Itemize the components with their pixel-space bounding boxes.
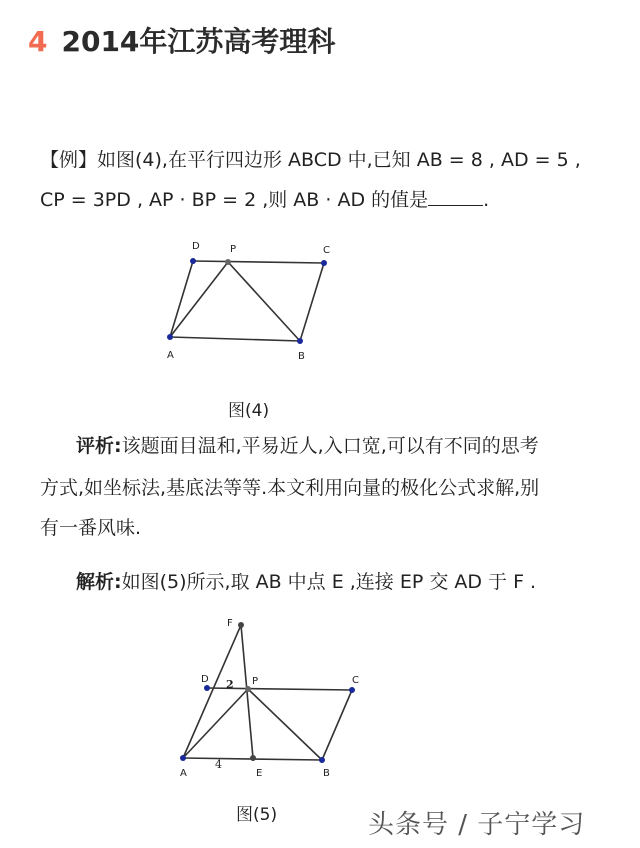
fig5-label-d: D [201,674,209,685]
fig4-label-c: C [323,245,330,256]
fig4-edge-da [170,261,193,337]
fig4-label-p: P [230,244,237,255]
fig4-point-b [297,338,303,344]
fig5-point-c [349,687,355,693]
fig4-point-c [321,260,327,266]
fig4-edge-dc [193,261,324,263]
fig5-label-c: C [352,675,359,686]
problem-line-2-text: CP = 3PD , AP · BP = 2 ,则 AB · AD 的值是 [40,189,429,211]
section-title: 2014年江苏高考理科 [61,25,336,58]
fig5-label-p: P [252,676,259,687]
fig4-edge-ab [170,337,300,341]
fig4-label-b: B [298,351,305,362]
fig5-label-b: B [323,768,330,779]
fig5-edge-bc [322,690,352,760]
problem-line-2 [40,182,489,218]
section-number: 4 [28,25,48,58]
fig5-label-seg2: 2 [226,678,234,691]
fig5-point-e [250,755,256,761]
fig5-point-b [319,757,325,763]
fig5-edge-pb [248,689,322,760]
fig4-label-d: D [192,241,200,252]
fig5-point-d [204,685,210,691]
analysis-text-1: 该题面目温和,平易近人,入口宽,可以有不同的思考 [121,435,539,457]
solution-text: 如图(5)所示,取 AB 中点 E ,连接 EP 交 AD 于 F . [121,571,537,593]
fig4-edge-pb [228,262,300,341]
problem-line-1: 【例】如图(4),在平行四边形 ABCD 中,已知 AB = 8 , AD = 5 , [40,149,581,171]
section-header [28,20,335,60]
figure-4-caption: 图(4) [228,401,270,421]
watermark: 头条号 / 子宁学习 [368,810,586,840]
fig4-label-a: A [167,350,174,361]
fig5-label-a: A [180,768,187,779]
fig4-point-d [190,258,196,264]
analysis-line-2: 方式,如坐标法,基底法等等.本文利用向量的极化公式求解,别 [40,477,540,499]
problem-line-2-end: . [483,189,490,211]
fig5-point-a [180,755,186,761]
analysis-line-3: 有一番风味. [40,517,142,539]
solution-label: 解析: [76,571,122,593]
fig5-edge-ab [183,758,322,760]
answer-blank [428,187,483,206]
analysis-line-1 [76,428,539,464]
solution-line [76,564,536,600]
fig5-edge-ap [183,689,248,758]
fig5-line-fa [183,625,241,758]
figure-5-caption: 图(5) [236,805,278,825]
fig5-label-f: F [227,618,233,629]
fig5-edge-dc [207,688,352,690]
fig4-edge-ap [170,262,228,337]
fig4-point-a [167,334,173,340]
fig5-point-f [238,622,244,628]
fig5-label-seg4: 4 [215,758,222,771]
fig4-point-p [225,259,231,265]
fig4-edge-bc [300,263,324,341]
analysis-label: 评析: [76,435,122,457]
fig5-line-fe [241,625,253,758]
fig5-label-e: E [256,768,263,779]
fig5-point-p [245,686,251,692]
